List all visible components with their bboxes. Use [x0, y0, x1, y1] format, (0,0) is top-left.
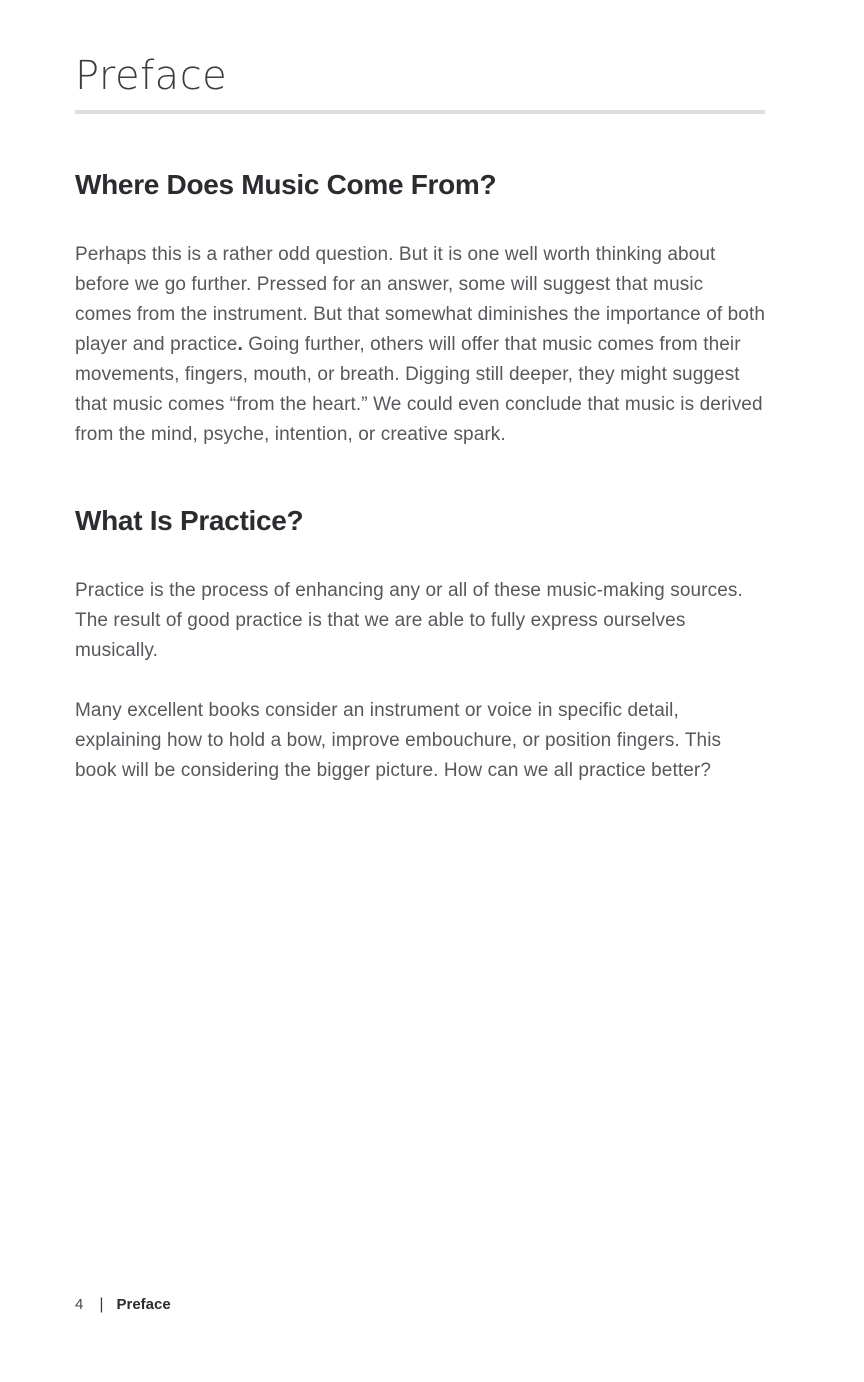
body-paragraph: Practice is the process of enhancing any or all of these music-making sources. The result of good practice is that we are able to fully express ourselves musically. — [75, 580, 743, 661]
page-title: Preface — [75, 53, 228, 99]
page-number: 4 — [75, 1296, 84, 1313]
title-divider — [75, 110, 765, 114]
footer-chapter-label: Preface — [116, 1296, 171, 1313]
paragraph-text-after-bold-period: Going further, others will offer that music comes from their movements, fingers, mouth, or breath. Digging still deeper, they might suggest that music comes “from the heart.” We could even conclude that music is derived from the mind, psyche, intention, or creative spark. — [75, 334, 763, 445]
paragraph-text-before-bold-period: Perhaps this is a rather odd question. But it is one well worth thinking about before we go further. Pressed for an answer, some will suggest that music comes from the instrument. But that somewhat diminishes the importance of both player and practice — [75, 244, 766, 355]
body-paragraph: Many excellent books consider an instrument or voice in specific detail, explaining how to hold a bow, improve embouchure, or position fingers. This book will be considering the bigger picture. How can we all practice better? — [75, 700, 722, 781]
body-paragraph — [75, 240, 765, 450]
bold-period: . — [237, 334, 243, 355]
page-footer — [75, 1296, 171, 1314]
footer-separator: | — [99, 1296, 104, 1313]
section-heading-where-does-music-come-from: Where Does Music Come From? — [75, 169, 497, 200]
section-heading-what-is-practice: What Is Practice? — [75, 505, 304, 536]
page-content — [75, 0, 765, 786]
